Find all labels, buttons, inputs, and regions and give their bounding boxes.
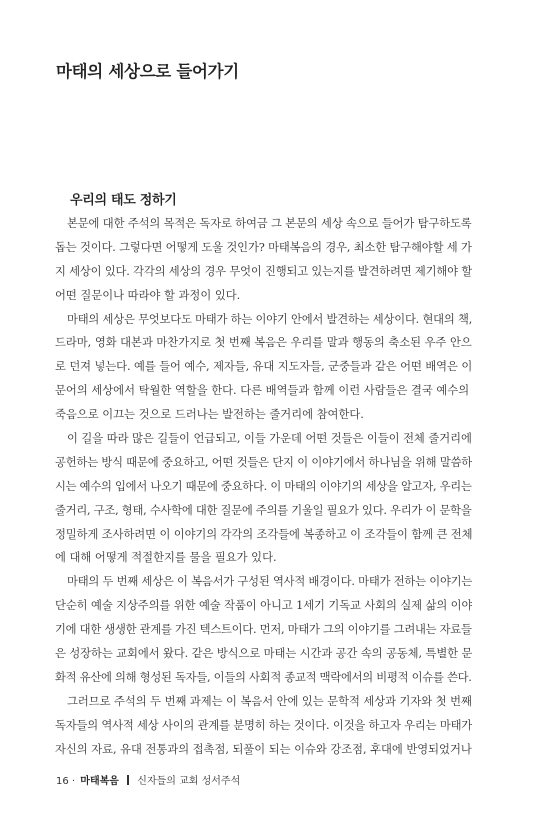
text-line: 시는 예수의 입에서 나오기 때문에 중요하다. 이 마태의 이야기의 세상을 알고자, 우리는 (55, 479, 472, 493)
page-footer (56, 772, 240, 787)
text-line: 독자들의 역사적 세상 사이의 관계를 분명히 하는 것이다. 이것을 하고자 우리는 마태가 (55, 718, 472, 732)
text-line: 화적 유산에 의해 형성된 독자들, 이들의 사회적 종교적 맥락에서의 비평적 이슈를 쓴다. (55, 670, 472, 684)
text-line: 마태의 세상은 무엇보다도 마태가 하는 이야기 안에서 발견하는 세상이다. 현대의 책, (67, 312, 472, 326)
text-line: 에 대해 어떻게 적절한지를 물을 필요가 있다. (55, 551, 277, 565)
text-line: 문어의 세상에서 탁월한 역할을 한다. 다른 배역들과 함께 이런 사람들은 결국 예수의 (55, 384, 470, 398)
text-line: 공헌하는 방식 때문에 중요하고, 어떤 것들은 단지 이 이야기에서 하나님을 위해 말씀하 (55, 455, 472, 469)
text-line: 기에 대한 생생한 관계를 가진 텍스트이다. 먼저, 마태가 그의 이야기를 그려내는 자료들 (55, 623, 472, 637)
footer-separator (127, 775, 129, 785)
page-number: 16 · (56, 776, 76, 787)
text-line: 지 세상이 있다. 각각의 세상의 경우 무엇이 진행되고 있는지를 발견하려면 제기해야 할 (55, 264, 472, 278)
text-line: 은 성장하는 교회에서 왔다. 같은 방식으로 마태는 시간과 공간 속의 공동체, 특별한 문 (55, 647, 472, 661)
text-line: 죽음으로 이끄는 것으로 드러나는 발전하는 줄거리에 참여한다. (55, 408, 364, 422)
text-line: 그러므로 주석의 두 번째 과제는 이 복음서 안에 있는 문학적 세상과 기자와 첫 번째 (67, 694, 472, 708)
text-line: 자신의 자료, 유대 전통과의 접촉점, 되풀이 되는 이슈와 강조점, 후대에 반영되었거나 (55, 742, 472, 756)
body-text (55, 212, 472, 761)
text-line: 정밀하게 조사하려면 이 이야기의 각각의 조각들에 복종하고 이 조각들이 함께 큰 전체 (55, 527, 472, 541)
footer-series-title: 신자들의 교회 성서주석 (137, 776, 241, 787)
text-line: 마태의 두 번째 세상은 이 복음서가 구성된 역사적 배경이다. 마태가 전하는 이야기는 (67, 575, 472, 589)
section-heading: 우리의 태도 정하기 (70, 193, 177, 208)
text-line: 로 던져 넣는다. 예를 들어 예수, 제자들, 유대 지도자들, 군중들과 같은 어떤 배역은 이 (55, 360, 472, 374)
text-line: 본문에 대한 주석의 목적은 독자로 하여금 그 본문의 세상 속으로 들어가 탐구하도록 (67, 217, 472, 230)
footer-book-title: 마태복음 (80, 776, 119, 787)
chapter-title: 마태의 세상으로 들어가기 (56, 62, 239, 81)
text-line: 단순히 예술 지상주의를 위한 예술 작품이 아니고 1세기 기독교 사회의 실제 삶의 이야 (55, 599, 472, 613)
text-line: 돕는 것이다. 그렇다면 어떻게 도울 것인가? 마태복음의 경우, 최소한 탐구해야할 세 가 (55, 240, 472, 254)
text-line: 이 길을 따라 많은 길들이 언급되고, 이들 가운데 어떤 것들은 이들이 전체 줄거리에 (67, 432, 472, 446)
text-line: 드라마, 영화 대본과 마찬가지로 첫 번째 복음은 우리를 말과 행동의 축소된 우주 안으 (55, 336, 472, 350)
text-line: 줄거리, 구조, 형태, 수사학에 대한 질문에 주의를 기울일 필요가 있다. 우리가 이 문학을 (55, 503, 472, 517)
text-line: 어떤 질문이나 따라야 할 과정이 있다. (55, 288, 241, 302)
